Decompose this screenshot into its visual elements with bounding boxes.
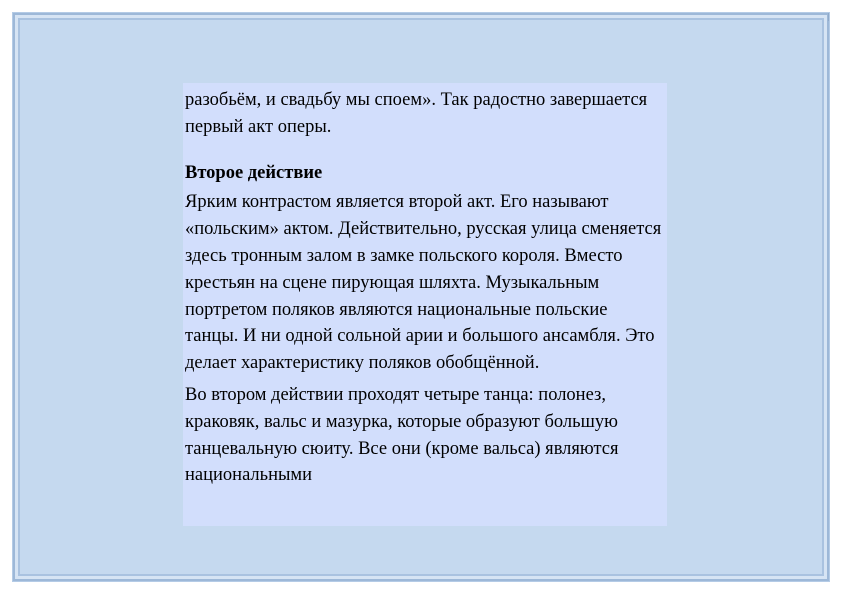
paragraph-dances: Во втором действии проходят четыре танца: полонез, краковяк, вальс и мазурка, которые образуют большую танцевальную сюиту. Все они (кроме вальса) являются национальными — [185, 384, 619, 486]
paragraph-intro: разобьём, и свадьбу мы споем». Так радостно завершается первый акт оперы. — [185, 90, 648, 137]
section-heading: Второе действие — [185, 162, 323, 183]
paragraph-second-act: Ярким контрастом является второй акт. Его называют «польским» актом. Действительно, русская улица сменяется здесь тронным залом в замке польского короля. Вместо крестьян на сцене пирующая шляхта. Музыкальным портретом поляков являются национальные польские танцы. И ни одной сольной арии и большого ансамбля. Это делает характеристику поляков обобщённой. — [185, 192, 662, 374]
document-body — [185, 87, 665, 489]
